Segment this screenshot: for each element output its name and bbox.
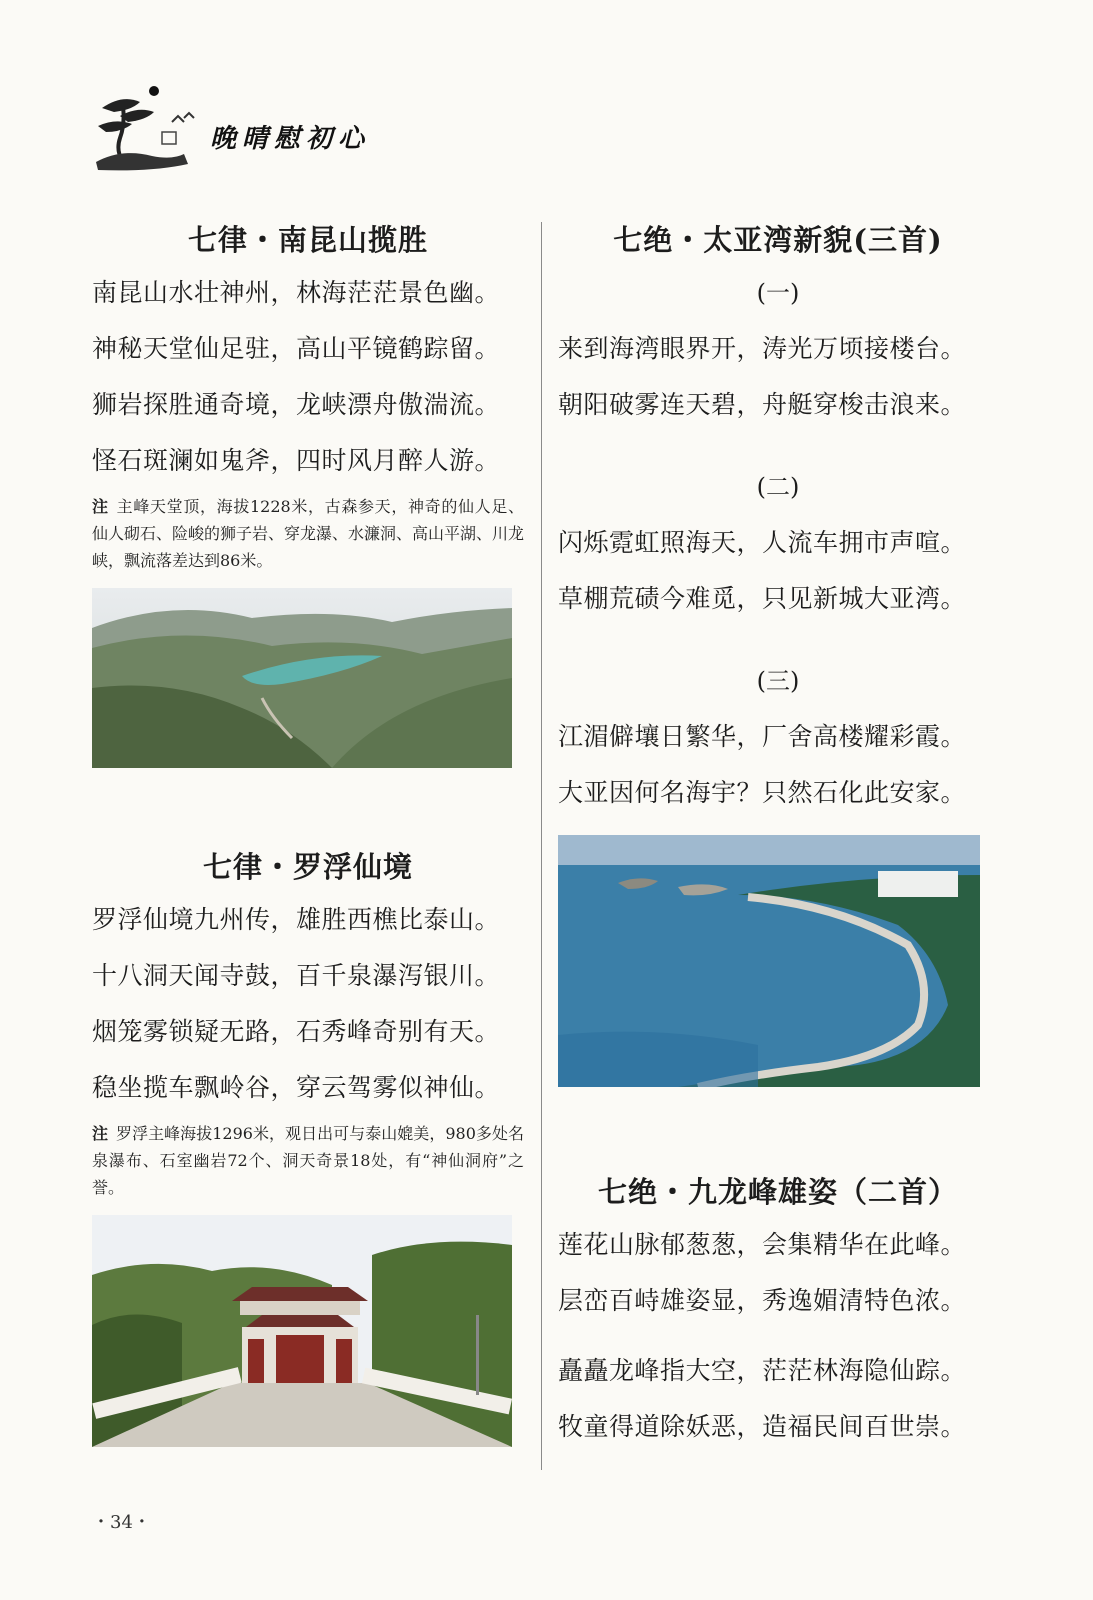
note-mark: 注 (92, 497, 109, 516)
poem-line: 闪烁霓虹照海天，人流车拥市声喧。 (558, 528, 967, 557)
poem-title-luofu: 七律・罗浮仙境 (202, 850, 413, 884)
poem-line: 罗浮仙境九州传，雄胜西樵比泰山。 (92, 905, 501, 934)
bay-coast-photo (558, 835, 980, 1087)
poem-part-number: (三) (756, 667, 800, 695)
poem-line: 牧童得道除妖恶，造福民间百世崇。 (558, 1412, 967, 1441)
mountain-lake-photo (92, 588, 512, 768)
book-title: 晚晴慰初心 (210, 124, 371, 154)
page-header (92, 82, 452, 172)
temple-gate-photo (92, 1215, 512, 1447)
right-column (558, 215, 998, 1455)
poem-line: 烟笼雾锁疑无路，石秀峰奇别有天。 (92, 1017, 501, 1046)
pine-tree-logo-icon (92, 82, 202, 172)
poem-line: 十八洞天闻寺鼓，百千泉瀑泻银川。 (92, 961, 501, 990)
poem-note-nankun (92, 493, 524, 574)
poem-line: 江湄僻壤日繁华，厂舍高楼耀彩霞。 (558, 722, 967, 751)
poem-part-number: (二) (756, 473, 800, 501)
note-text: 主峰天堂顶，海拔1228米，古森参天，神奇的仙人足、仙人砌石、险峻的狮子岩、穿龙瀑、水濂洞、高山平湖、川龙峡，飘流落差达到86米。 (92, 497, 525, 570)
poem-line: 稳坐揽车飘岭谷，穿云驾雾似神仙。 (92, 1073, 501, 1102)
poem-part-number: (一) (756, 279, 800, 307)
poem-line: 南昆山水壮神州，林海茫茫景色幽。 (92, 278, 501, 307)
poem-line: 大亚因何名海宇？只然石化此安家。 (558, 778, 967, 807)
poem-title-nankun: 七律・南昆山揽胜 (187, 223, 428, 257)
poem-line: 朝阳破雾连天碧，舟艇穿梭击浪来。 (558, 390, 967, 419)
poem-line: 神秘天堂仙足驻，高山平镜鹤踪留。 (92, 334, 501, 363)
page-number: ・34・ (92, 1512, 151, 1533)
poem-note-luofu (92, 1120, 524, 1201)
poem-line: 莲花山脉郁葱葱，会集精华在此峰。 (558, 1230, 967, 1259)
poem-line: 矗矗龙峰指大空，茫茫林海隐仙踪。 (558, 1356, 967, 1385)
poem-title-jiulong: 七绝・九龙峰雄姿（二首） (597, 1175, 958, 1209)
poem-title-taiya: 七绝・太亚湾新貌(三首) (613, 223, 943, 257)
poem-line: 来到海湾眼界开，涛光万顷接楼台。 (558, 334, 967, 363)
note-text: 罗浮主峰海拔1296米，观日出可与泰山媲美，980多处名泉瀑布、石室幽岩72个、洞天奇景18处，有“神仙洞府”之誉。 (92, 1124, 524, 1197)
poem-line: 草棚荒碛今难觅，只见新城大亚湾。 (558, 584, 967, 613)
note-mark: 注 (92, 1124, 109, 1143)
poem-line: 狮岩探胜通奇境，龙峡漂舟傲湍流。 (92, 390, 501, 419)
left-column (92, 215, 524, 1447)
poem-line: 怪石斑澜如鬼斧，四时风月醉人游。 (92, 446, 501, 475)
column-divider (541, 222, 542, 1470)
poem-line: 层峦百峙雄姿显，秀逸媚清特色浓。 (558, 1286, 967, 1315)
